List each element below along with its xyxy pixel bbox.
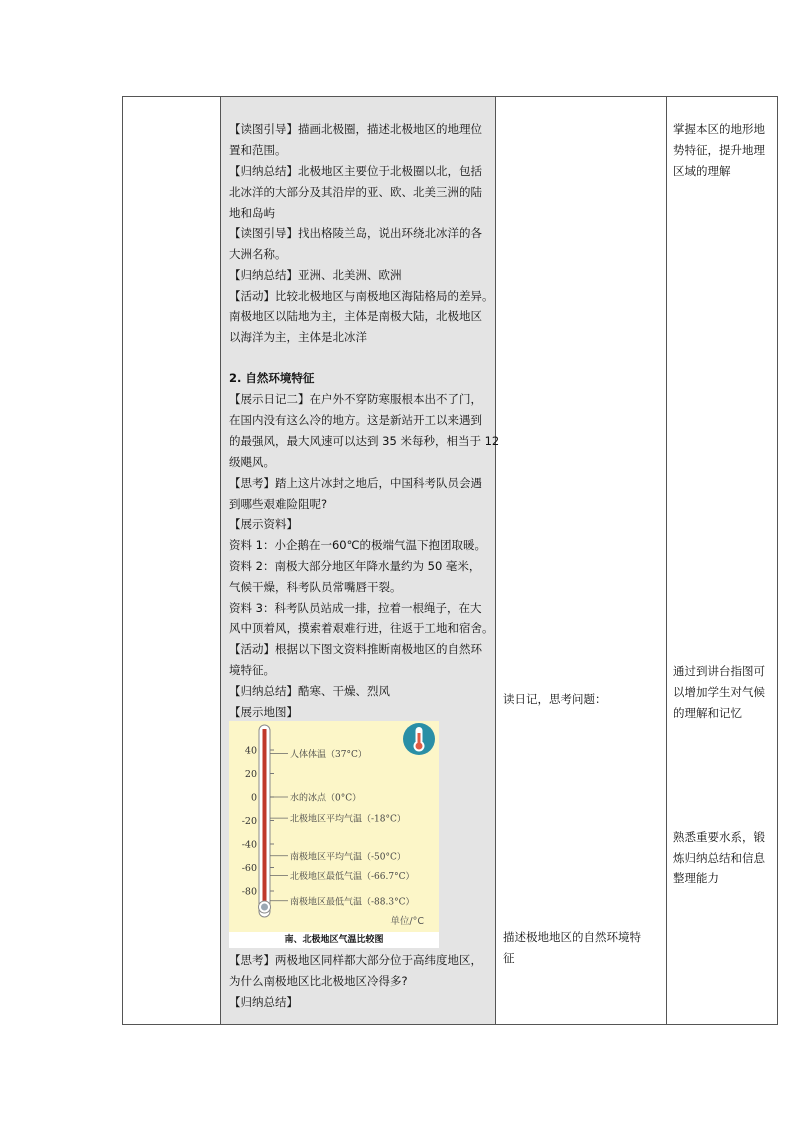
text-line: 南极地区以陆地为主，主体是南极大陆，北极地区 <box>229 309 482 323</box>
temperature-figure <box>229 721 439 948</box>
text-line: 资料 2：南极大部分地区年降水量约为 50 毫米， <box>229 559 481 573</box>
annotation-label: 北极地区最低气温（-66.7°C） <box>290 871 415 882</box>
design-intent-text: 以增加学生对气候 <box>673 685 765 699</box>
student-activity-text: 描述极地地区的自然环境特 <box>503 930 641 944</box>
text-line: 【归纳总结】亚洲、北美洲、欧洲 <box>229 268 402 282</box>
text-line: 级飓风。 <box>229 455 275 469</box>
thermometer-icon <box>403 723 435 755</box>
tick-label: -20 <box>241 816 257 827</box>
annotation-label: 南极地区最低气温（-88.3°C） <box>290 897 415 908</box>
unit-label: 单位/°C <box>390 916 424 927</box>
annotation-label: 南极地区平均气温（-50°C） <box>290 852 406 863</box>
text-line: 【展示日记二】在户外不穿防寒服根本出不了门， <box>229 392 482 406</box>
text-line: 资料 3：科考队员站成一排，拉着一根绳子，在大 <box>229 601 482 615</box>
text-line: 风中顶着风，摸索着艰难行进，往返于工地和宿舍。 <box>229 621 494 635</box>
student-activity-text: 读日记，思考问题： <box>503 692 607 706</box>
thermometer-mercury <box>263 729 267 907</box>
text-line: 北冰洋的大部分及其沿岸的亚、欧、北美三洲的陆 <box>229 185 482 199</box>
tick-label: -40 <box>241 839 257 851</box>
table-col-1 <box>123 97 221 1024</box>
annotation-label: 人体体温（37°C） <box>290 750 367 761</box>
annotation-label: 北极地区平均气温（-18°C） <box>290 814 406 825</box>
tick-label: 20 <box>244 769 257 780</box>
figure-caption: 南、北极地区气温比较图 <box>229 932 439 948</box>
table-col-design-intent <box>667 97 778 1024</box>
design-intent-text: 炼归纳总结和信息 <box>673 851 765 865</box>
tick-label: -80 <box>241 886 257 898</box>
design-intent-text: 势特征，提升地理 <box>673 143 765 157</box>
text-line: 【归纳总结】 <box>229 995 298 1009</box>
text-line: 置和范围。 <box>229 143 287 157</box>
text-line: 【思考】两极地区同样都大部分位于高纬度地区， <box>229 953 482 967</box>
design-intent-text: 熟悉重要水系，锻 <box>673 830 765 844</box>
tick-label: 40 <box>244 745 257 757</box>
lesson-table <box>122 96 778 1025</box>
text-line: 【展示地图】 <box>229 705 298 719</box>
design-intent-text: 通过到讲台指图可 <box>673 664 765 678</box>
design-intent-text: 掌握本区的地形地 <box>673 122 765 136</box>
text-line: 【展示资料】 <box>229 517 298 531</box>
text-line: 【归纳总结】北极地区主要位于北极圈以北，包括 <box>229 164 482 178</box>
text-line: 【思考】踏上这片冰封之地后，中国科考队员会遇 <box>229 476 482 490</box>
tick-label: -60 <box>241 863 257 874</box>
text-line: 【活动】根据以下图文资料推断南极地区的自然环 <box>229 642 482 656</box>
section-title: 2. 自然环境特征 <box>229 371 315 385</box>
text-line: 以海洋为主，主体是北冰洋 <box>229 330 367 344</box>
annotation-label: 水的冰点（0°C） <box>290 793 362 804</box>
thermometer-bulb-core <box>261 904 268 911</box>
text-line: 大洲名称。 <box>229 247 287 261</box>
text-line: 到哪些艰难险阻呢? <box>229 497 328 511</box>
text-line: 为什么南极地区比北极地区冷得多? <box>229 974 408 988</box>
text-line: 【归纳总结】酷寒、干燥、烈风 <box>229 684 390 698</box>
text-line: 气候干燥，科考队员常嘴唇干裂。 <box>229 580 402 594</box>
text-line: 地和岛屿 <box>229 206 275 220</box>
text-line: 【读图引导】找出格陵兰岛，说出环绕北冰洋的各 <box>229 226 482 240</box>
table-col-student-activity <box>496 97 667 1024</box>
student-activity-text: 征 <box>503 951 515 965</box>
text-line: 的最强风，最大风速可以达到 35 米每秒，相当于 12 <box>229 434 500 448</box>
text-line: 【读图引导】描画北极圈，描述北极地区的地理位 <box>229 122 482 136</box>
text-line: 在国内没有这么冷的地方。这是新站开工以来遇到 <box>229 413 482 427</box>
design-intent-text: 的理解和记忆 <box>673 706 742 720</box>
text-line: 境特征。 <box>229 663 275 677</box>
text-line: 【活动】比较北极地区与南极地区海陆格局的差异。 <box>229 289 494 303</box>
design-intent-text: 区域的理解 <box>673 164 731 178</box>
design-intent-text: 整理能力 <box>673 871 719 885</box>
thermometer-graphic <box>229 721 439 932</box>
table-col-teaching-process <box>221 97 500 1024</box>
text-line: 资料 1：小企鹅在一60℃的极端气温下抱团取暖。 <box>229 538 487 552</box>
tick-label: 0 <box>250 792 257 804</box>
